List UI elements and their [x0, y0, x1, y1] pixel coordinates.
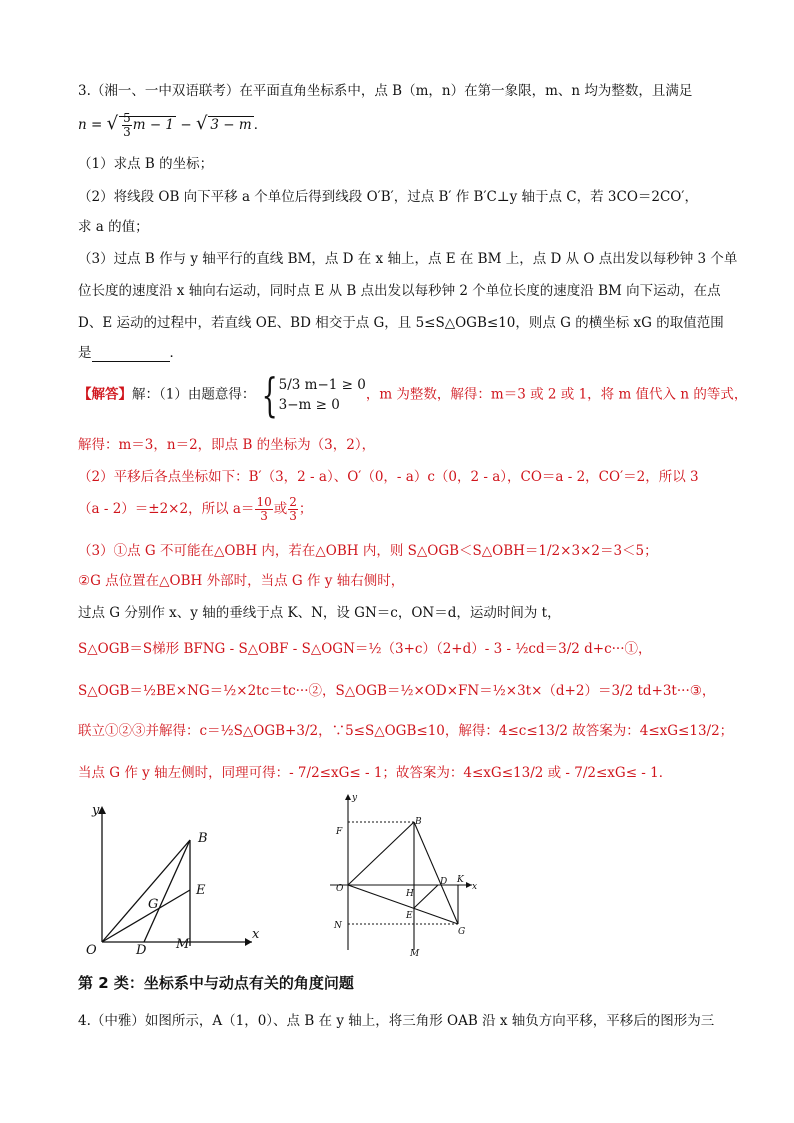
fig1-label-x: x: [252, 927, 260, 942]
radical-2: 3 − m: [210, 117, 252, 133]
question-1: （1）求点 B 的坐标；: [78, 156, 214, 172]
answer-blank: [92, 347, 170, 362]
solution-part-3-line-c: 过点 G 分别作 x、y 轴的垂线于点 K、N，设 GN＝c，ON＝d，运动时间为 t，: [78, 605, 561, 621]
fig1-label-b: B: [198, 831, 208, 846]
fraction: $\frac{10}{3}$: [256, 495, 272, 523]
segment-og: [348, 885, 458, 924]
question-3-line-b: 位长度的速度沿 x 轴向右运动，同时点 E 从 B 点出发以每秒钟 2 个单位长度的速度沿 BM 向下运动，在点: [78, 283, 721, 299]
solution-part-3-line-g: 当点 G 作 y 轴左侧时，同理可得：- 7/2≤xG≤ - 1；故答案为：4≤xG≤13/2 或 - 7/2≤xG≤ - 1．: [78, 765, 673, 781]
fig2-label-g: G: [458, 927, 466, 937]
radical-sign-icon: √: [106, 113, 119, 134]
x-arrow-icon: [245, 938, 252, 946]
figure-1-coordinate-diagram: [74, 792, 264, 960]
solution-part-2-line-b: （a - 2）＝±2×2，所以 a＝ $\frac{10}{3}$ 或 $\frac{2}{3}$ ；: [78, 495, 313, 523]
solution-part-3-line-a: （3）①点 G 不可能在△OBH 内，若在△OBH 内，则 S△OGB＜S△OBH＝1/2×3×2＝3＜5；: [78, 543, 658, 559]
solution-part-3-line-d: S△OGB＝S梯形 BFNG - S△OBF - S△OGN＝½（3+c）（2+d）- 3 - ½cd＝3/2 d+c···①，: [78, 641, 652, 657]
fig2-label-k: K: [457, 875, 464, 885]
fig1-label-y: y: [92, 803, 100, 818]
solution-part-1-line-2: 解得：m＝3，n＝2，即点 B 的坐标为（3，2），: [78, 437, 376, 453]
fig1-label-m: M: [176, 937, 190, 952]
radical-sign-icon: √: [195, 113, 208, 134]
segment-bg: [414, 822, 458, 924]
solution-part-3-line-b: ②G 点位置在△OBH 外部时，当点 G 作 y 轴右侧时，: [78, 573, 405, 589]
question-3-line-c: D、E 运动的过程中，若直线 OE、BD 相交于点 G，且 5≤S△OGB≤10，则点 G 的横坐标 xG 的取值范围: [78, 315, 724, 331]
fraction: $\frac{5}{3}$: [123, 111, 131, 139]
next-problem-line-1: 4.（中雅）如图所示，A（1，0）、点 B 在 y 轴上，将三角形 OAB 沿 x 轴负方向平移，平移后的图形为三: [78, 1013, 715, 1029]
problem-formula: n = √ $\frac{5}{3}$ m − 1 − √ 3 − m ．: [78, 111, 268, 139]
solution-part-3-line-e: S△OGB＝½BE×NG＝½×2tc＝tc···②，S△OGB＝½×OD×FN＝½×3t×（d+2）＝3/2 td+3t···③，: [78, 683, 716, 699]
figure-2-coordinate-diagram: [326, 790, 486, 960]
problem-line-1: 3.（湘一、一中双语联考）在平面直角坐标系中，点 B（m，n）在第一象限，m、n 均为整数，且满足: [78, 83, 693, 99]
fig2-label-o: O: [336, 884, 344, 894]
fraction: $\frac{2}{3}$: [289, 495, 297, 523]
fig2-label-h: H: [406, 889, 414, 899]
brace-icon: {: [261, 368, 279, 422]
radical-1: $\frac{5}{3}$ m − 1: [119, 116, 176, 133]
fig2-label-x: x: [472, 882, 478, 892]
inequality-system: 5/3 m−1 ≥ 0 3−m ≥ 0: [278, 377, 366, 413]
fig1-label-e: E: [196, 883, 206, 898]
fig2-label-y: y: [352, 793, 358, 803]
question-2-line-b: 求 a 的值；: [78, 219, 149, 235]
segment-ob: [102, 840, 190, 942]
solution-part-2-line-a: （2）平移后各点坐标如下：B′（3，2 - a）、O′（0，- a）c（0，2 - a），CO＝a - 2，CO′＝2，所以 3: [78, 469, 699, 485]
fig1-label-o: O: [86, 943, 97, 958]
fig2-label-f: F: [336, 827, 343, 837]
fig2-label-d: D: [440, 877, 448, 887]
segment-ed: [414, 885, 438, 908]
fig1-label-g: G: [148, 897, 159, 912]
question-3-line-d: 是 ．: [78, 345, 183, 361]
y-arrow-icon: [345, 794, 351, 800]
fig2-label-e: E: [406, 911, 413, 921]
question-2-line-a: （2）将线段 OB 向下平移 a 个单位后得到线段 O′B′，过点 B′ 作 B′C⊥y 轴于点 C，若 3CO＝2CO′，: [78, 189, 698, 205]
formula-n: n =: [78, 117, 103, 133]
section-heading: 第 2 类：坐标系中与动点有关的角度问题: [78, 974, 354, 992]
fig2-label-b: B: [415, 817, 422, 827]
question-3-line-a: （3）过点 B 作与 y 轴平行的直线 BM，点 D 在 x 轴上，点 E 在 BM 上，点 D 从 O 点出发以每秒钟 3 个单: [78, 251, 738, 267]
segment-ob: [348, 822, 414, 885]
fig2-label-n: N: [334, 921, 342, 931]
segment-oe: [102, 890, 190, 942]
fig2-label-m: M: [410, 949, 420, 959]
segment-db: [144, 840, 190, 942]
solution-part-3-line-f: 联立①②③并解得：c＝½S△OGB+3/2，∵5≤S△OGB≤10，解得：4≤c≤13/2 故答案为：4≤xG≤13/2；: [78, 723, 734, 739]
solution-tag: 【解答】: [78, 386, 132, 403]
fig1-label-d: D: [136, 943, 147, 958]
solution-part-1: 【解答】解：（1）由题意得： { 5/3 m−1 ≥ 0 3−m ≥ 0 ，m 为整数，解得：m＝3 或 2 或 1，将 m 值代入 n 的等式，: [78, 368, 748, 422]
